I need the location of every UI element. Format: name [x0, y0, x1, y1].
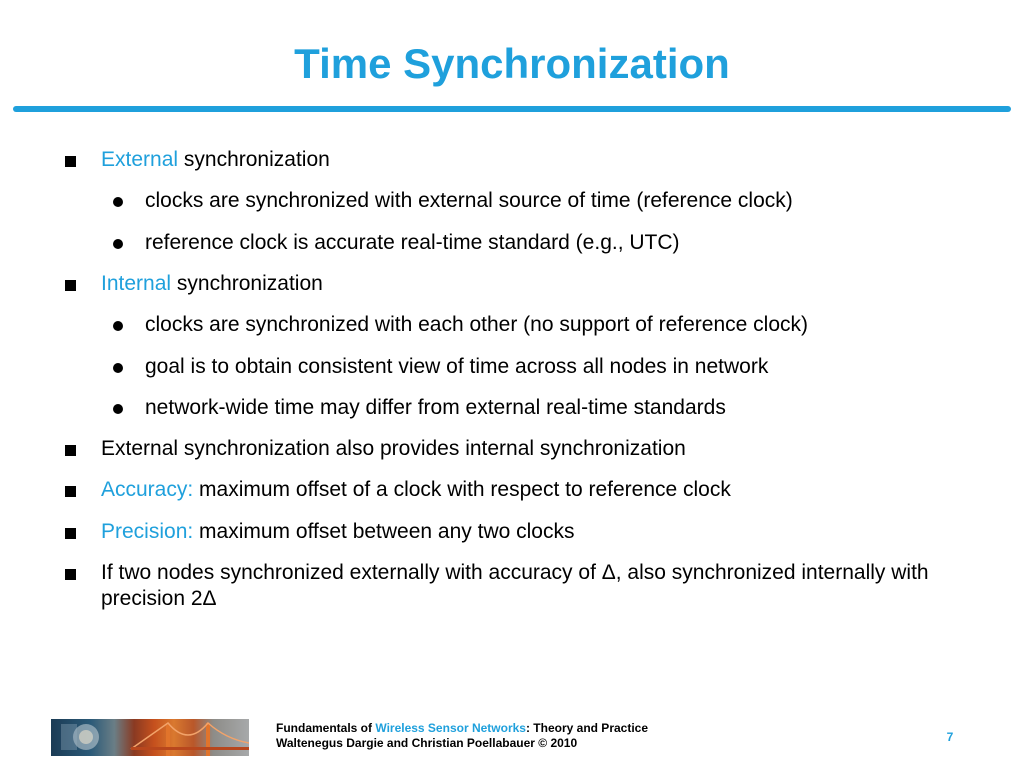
title-divider	[13, 106, 1011, 112]
footer-suffix: : Theory and Practice	[525, 721, 649, 735]
footer-banner-image	[51, 719, 249, 756]
bullet-text: External synchronization also provides internal synchronization	[101, 437, 686, 461]
round-bullet-icon	[113, 239, 123, 249]
bullet-highlight: Precision:	[101, 519, 194, 543]
bullet-item	[101, 560, 981, 612]
bullet-text: clocks are synchronized with external source of time (reference clock)	[145, 189, 793, 213]
footer-book-title: Wireless Sensor Networks	[375, 721, 526, 735]
square-bullet-icon	[65, 280, 76, 291]
sub-bullet-item	[145, 395, 985, 421]
bullet-text: If two nodes synchronized externally with accuracy of Δ, also synchronized internally with precision 2Δ	[101, 561, 929, 610]
bullet-item	[101, 436, 981, 462]
bullet-item	[101, 271, 981, 297]
bullet-item	[101, 477, 981, 503]
sub-bullet-item	[145, 354, 985, 380]
square-bullet-icon	[65, 528, 76, 539]
bullet-text: clocks are synchronized with each other (no support of reference clock)	[145, 313, 808, 337]
bullet-text: network-wide time may differ from external real-time standards	[145, 395, 726, 419]
round-bullet-icon	[113, 363, 123, 373]
bullet-highlight: Internal	[101, 271, 172, 295]
bullet-text: reference clock is accurate real-time standard (e.g., UTC)	[145, 230, 680, 254]
bullet-text: synchronization	[183, 148, 330, 171]
bullet-item	[101, 147, 981, 173]
square-bullet-icon	[65, 569, 76, 580]
square-bullet-icon	[65, 156, 76, 167]
sub-bullet-item	[145, 312, 985, 338]
bullet-text: maximum offset between any two clocks	[199, 519, 575, 543]
square-bullet-icon	[65, 445, 76, 456]
bullet-text: synchronization	[176, 271, 323, 295]
bullet-text: goal is to obtain consistent view of time across all nodes in network	[145, 354, 769, 378]
sub-bullet-item	[145, 188, 985, 214]
bullet-text: maximum offset of a clock with respect to reference clock	[199, 478, 731, 502]
footer-citation	[276, 721, 648, 751]
bullet-item	[101, 519, 981, 545]
round-bullet-icon	[113, 404, 123, 414]
footer-prefix: Fundamentals of	[276, 721, 376, 735]
golden-gate-bridge-icon	[51, 719, 249, 756]
bullet-highlight: External	[101, 148, 179, 171]
square-bullet-icon	[65, 486, 76, 497]
round-bullet-icon	[113, 321, 123, 331]
sub-bullet-item	[145, 230, 985, 256]
slide-title: Time Synchronization	[294, 40, 730, 87]
bullet-highlight: Accuracy:	[101, 478, 194, 502]
round-bullet-icon	[113, 197, 123, 207]
footer-line-1	[276, 721, 648, 736]
page-number: 7	[946, 730, 954, 744]
footer-line-2: Waltenegus Dargie and Christian Poellabauer © 2010	[276, 736, 578, 750]
